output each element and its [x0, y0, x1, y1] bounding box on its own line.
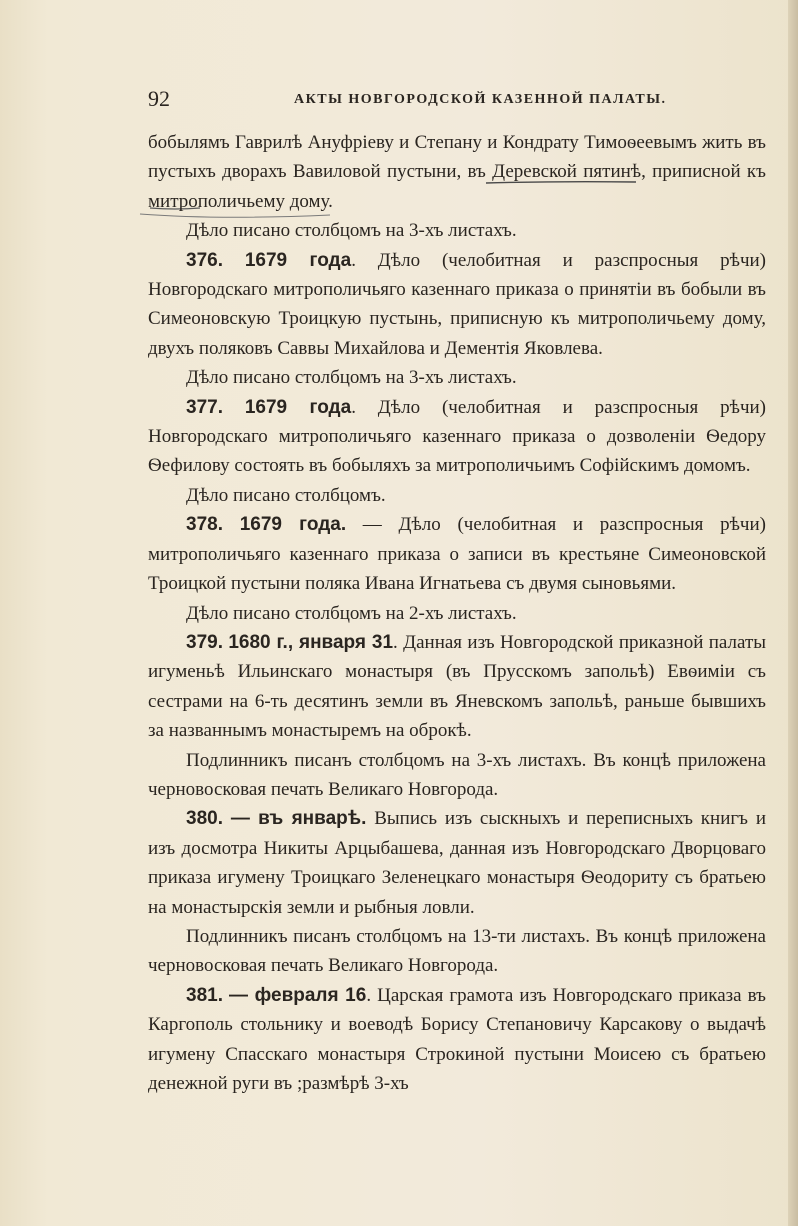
page-header	[148, 86, 768, 116]
paragraph-note	[148, 599, 766, 628]
entry-376	[148, 246, 766, 364]
document-body	[148, 128, 766, 1098]
entry-number: 380.	[186, 808, 223, 830]
paragraph-note	[148, 746, 766, 805]
entry-text: . Данная изъ Новгородской приказной палаты игуменьѣ Ильинскаго монастыря (въ Прусскомъ запольѣ) Евѳиміи съ сестрами на 6-ть десятинъ земли въ Яневскомъ запольѣ, раньше бывшихъ за названнымъ монастыремъ на оброкѣ.	[148, 631, 767, 742]
page-number: 92	[148, 86, 170, 111]
entry-number: 379.	[186, 631, 223, 653]
entry-date: 1679 года	[244, 249, 352, 271]
running-title: АКТЫ НОВГОРОДСКОЙ КАЗЕННОЙ ПАЛАТЫ.	[294, 92, 667, 107]
entry-date: 1679 года.	[239, 514, 347, 536]
entry-text: Выпись изъ сыскныхъ и переписныхъ книгъ и изъ досмотра Никиты Арцыбашева, данная изъ Новгородскаго Дворцоваго приказа игумену Троицкаго Зеленецкаго монастыря Ѳеодориту съ братьею на монастырскія земли и рыбныя ловли.	[148, 808, 766, 918]
entry-date: — февраля 16	[229, 984, 367, 1006]
entry-380	[148, 804, 766, 922]
paragraph-text: Дѣло писано столбцомъ на 3-хъ листахъ.	[186, 220, 517, 242]
paragraph-continuation	[148, 128, 766, 216]
entry-377	[148, 393, 766, 481]
entry-number: 376.	[186, 249, 223, 271]
paragraph-text: Дѣло писано столбцомъ на 3-хъ листахъ.	[186, 367, 517, 389]
entry-date: — въ январѣ.	[230, 808, 367, 830]
paragraph-note	[148, 922, 766, 981]
entry-number: 381.	[186, 984, 223, 1006]
entry-381	[148, 981, 766, 1099]
entry-date: 1679 года	[244, 396, 352, 418]
entry-text: . Царская грамота изъ Новгородскаго приказа въ Каргополь стольнику и воеводѣ Борису Степановичу Карсакову о выдачѣ игумену Спасскаго монастыря Строкиной пустыни Моисею съ братьею денежной руги въ ;размѣрѣ 3-хъ	[148, 984, 766, 1094]
paragraph-note	[148, 363, 766, 392]
paragraph-text: Подлинникъ писанъ столбцомъ на 13-ти листахъ. Въ концѣ приложена черновосковая печать Великаго Новгорода.	[148, 925, 766, 977]
entry-date: 1680 г., января 31	[228, 631, 394, 653]
entry-number: 377.	[186, 396, 223, 418]
paragraph-note	[148, 216, 766, 245]
entry-379	[148, 628, 766, 746]
entry-text: — Дѣло (челобитная и разспросныя рѣчи) митрополичьяго казеннаго приказа о записи въ крестьяне Симеоновской Троицкой пустыни поляка Ивана Игнатьева съ двумя сыновьями.	[148, 514, 766, 595]
entry-text: . Дѣло (челобитная и разспросныя рѣчи) Новгородскаго митрополичьяго казеннаго приказа о принятіи въ бобыли въ Симеоновскую Троицкую пустынь, приписную къ митрополичьему дому, двухъ поляковъ Саввы Михайлова и Дементія Яковлева.	[148, 249, 766, 359]
paragraph-note	[148, 481, 766, 510]
paragraph-text: Подлинникъ писанъ столбцомъ на 3-хъ листахъ. Въ концѣ приложена черновосковая печать Великаго Новгорода.	[148, 749, 766, 800]
paragraph-text: Дѣло писано столбцомъ на 2-хъ листахъ.	[186, 602, 517, 624]
entry-text: . Дѣло (челобитная и разспросныя рѣчи) Новгородскаго митрополичьяго казеннаго приказа о дозволеніи Ѳедору Ѳефилову состоять въ бобыляхъ за митрополичьимъ Софійскимъ домомъ.	[148, 396, 766, 477]
paragraph-text: Дѣло писано столбцомъ.	[186, 484, 386, 506]
entry-378	[148, 510, 766, 598]
entry-number: 378.	[186, 514, 223, 536]
page-edge	[788, 0, 798, 1226]
paragraph-text: бобылямъ Гаврилѣ Ануфріеву и Степану и Кондрату Тимоѳеевымъ жить въ пустыхъ дворахъ Вавиловой пустыни, въ Деревской пятинѣ, приписной къ митрополичьему дому.	[148, 132, 766, 212]
